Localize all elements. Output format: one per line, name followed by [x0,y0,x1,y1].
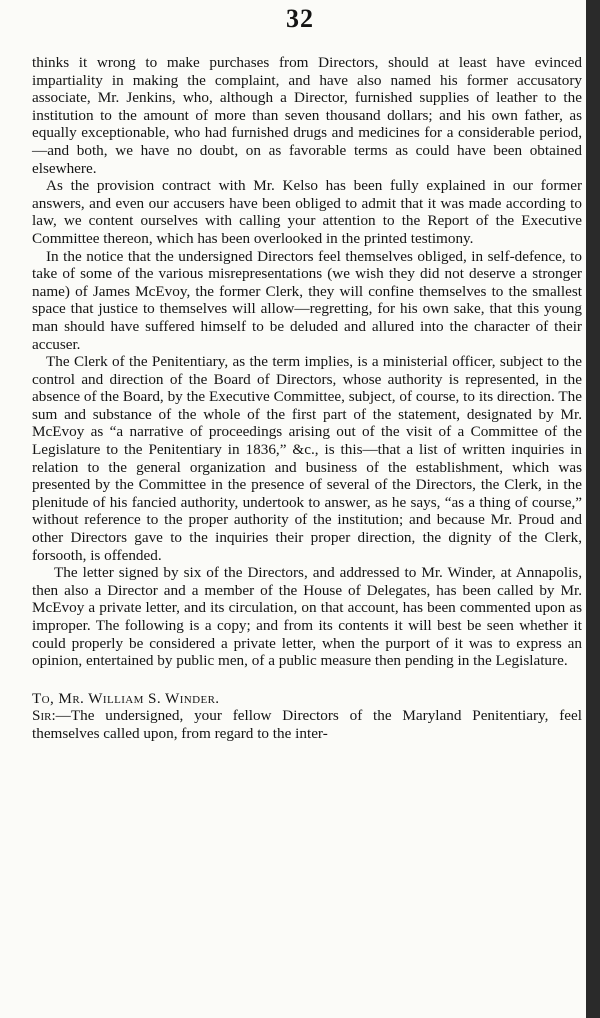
paragraph-continuation: thinks it wrong to make purchases from Directors, should at least have evinced impartiality in making the complaint, and have also named his former accusatory associate, Mr. Jenkins, who, although a Director, furnished supplies of leather to the institution to the amount of more than seven thousand dollars; and his own father, as equally exceptionable, who had furnished drugs and medicines for a considerable period,—and both, we have no doubt, on as favorable terms as could have been obtained elsewhere. [32,54,582,177]
letter-salutation: Sir: [32,707,56,725]
paragraph-provision-contract: As the provision contract with Mr. Kelso has been fully explained in our former answers, and even our accusers have been obliged to admit that it was made according to law, we content ourselves with calling your attention to the Report of the Executive Committee thereon, which has been overlooked in the printed testimony. [32,177,582,247]
letter-opening-text: —The undersigned, your fellow Directors of the Maryland Penitentiary, feel themselves called upon, from regard to the inter- [32,707,582,742]
paragraph-clerk-duties: The Clerk of the Penitentiary, as the term implies, is a ministerial officer, subject to the control and direction of the Board of Directors, whose authority is represented, in the absence of the Board, by the Executive Committee, subject, of course, to its direction. The sum and substance of the whole of the first part of the statement, designated by Mr. McEvoy as “a narrative of proceedings arising out of the visit of a Committee of the Legislature to the Penitentiary in 1836,” &c., is this—that a list of written inquiries in relation to the general organization and business of the establishment, which was presented by the Committee in the presence of several of the Directors, the Clerk, in the plenitude of his fancied authority, undertook to answer, as he says, “as a thing of course,” without reference to the proper authority of the institution; and because Mr. Proud and other Directors gave to the inquiries their proper direction, the dignity of the Clerk, forsooth, is offended. [32,353,582,564]
page-number: 32 [286,4,314,33]
letter-addressee: To, Mr. William S. Winder. [32,689,220,707]
body-text [32,54,582,743]
scan-edge [586,0,600,1018]
paragraph-clerk-misrepresentations: In the notice that the undersigned Directors feel themselves obliged, in self-defence, to take of some of the various misrepresentations (we wish they did not deserve a stronger name) of James McEvoy, the former Clerk, they will confine themselves to the smallest space that justice to themselves will allow—regretting, for his own sake, that this young man should have suffered himself to be deluded and allured into the character of their accuser. [32,247,582,353]
paragraph-winder-letter: The letter signed by six of the Directors, and addressed to Mr. Winder, at Annapolis, then also a Director and a member of the House of Delegates, has been called by Mr. McEvoy a private letter, and its circulation, on that account, has been commented upon as improper. The following is a copy; and from its contents it will best be seen whether it could properly be considered a private letter, when the purport of it was to express an opinion, entertained by public men, of a public measure then pending in the Legislature. [32,564,582,670]
letter-opening [32,707,582,742]
